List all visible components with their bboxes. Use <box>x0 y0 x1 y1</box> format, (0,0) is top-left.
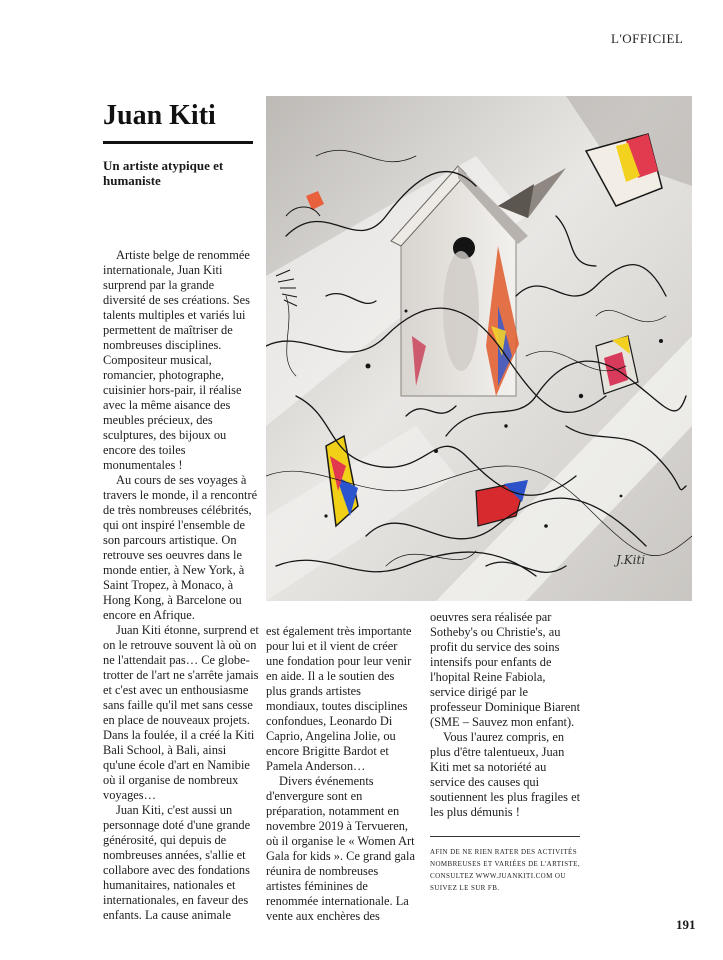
note-divider <box>430 836 580 837</box>
paragraph: Juan Kiti, c'est aussi un personnage doté d'une grande générosité, qui depuis de nombreuses années, s'allie et collabore avec des fondations humanitaires, nationales et internationales, en faveur des enfants. La cause animale <box>103 803 251 922</box>
paragraph: est également très importante pour lui et il vient de créer une fondation pour leur venir en aide. Il a le soutien des plus grands artistes mondiaux, toutes disciplines confondues, Leonardo Di Caprio, Angelina Jolie, ou encore Brigitte Bardot et Pamela Anderson… <box>266 624 412 773</box>
artwork-photo <box>266 96 692 601</box>
paragraph: Vous l'aurez compris, en plus d'être talentueux, Juan Kiti met sa notoriété au service des causes qui soutiennent les plus fragiles et les plus démunis ! <box>430 730 581 819</box>
artwork-signature: J.Kiti <box>616 553 646 567</box>
paragraph: Divers événements d'envergure sont en préparation, notamment en novembre 2019 à Tervueren, où il organise le « Women Art Gala for kids ». Ce grand gala réunira de nombreuses artistes féminines de renommée internationale. La vente aux enchères des <box>266 774 415 923</box>
paragraph: Artiste belge de renommée internationale, Juan Kiti surprend par la grande diversité de ses créations. Ses talents multiples et variés lui permettent de maîtriser de nombreuses disciplines. Compositeur musical, romancier, photographe, cuisinier hors-pair, il réalise avec la même aisance des meubles précieux, des sculptures, des bijoux ou encore des toiles monumentales ! <box>103 248 250 472</box>
paragraph: Au cours de ses voyages à travers le monde, il a rencontré de très nombreuses célébrités, qui ont inspiré l'ensemble de son parcours artistique. On retrouve ses oeuvres dans le monde entier, à New York, à Saint Tropez, à Monaco, à Hong Kong, à Barcelone ou encore en Afrique. <box>103 473 258 622</box>
paragraph: Juan Kiti étonne, surprend et on le retrouve souvent là où on ne l'attendait pas… Ce globe-trotter de l'art ne s'arrête jamais et c'est avec un enthousiasme sans faille qu'il met sans cesse en place de nouveaux projets. Dans la foulée, il a créé la Kiti Bali School, à Bali, ainsi qu'une école d'art en Namibie où il organise de nombreux voyages… <box>103 623 259 802</box>
article-column-3 <box>430 610 582 820</box>
article-column-2 <box>266 624 416 924</box>
article-subtitle: Un artiste atypique et humaniste <box>103 158 224 188</box>
brand-logo: L'OFFICIEL <box>611 31 684 46</box>
article-title: Juan Kiti <box>103 100 216 131</box>
page-number: 191 <box>676 917 696 932</box>
article-column-1 <box>103 248 259 923</box>
paragraph: oeuvres sera réalisée par Sotheby's ou Christie's, au profit du service des soins intensifs pour enfants de l'hopital Reine Fabiola, service dirigé par le professeur Dominique Biarent (SME – Sauvez mon enfant). <box>430 610 581 729</box>
title-underline <box>103 141 253 144</box>
website-note: AFIN DE NE RIEN RATER DES ACTIVITÉS NOMBREUSES ET VARIÉES DE L'ARTISTE, CONSULTEZ WWW.JUANKITI.COM OU SUIVEZ LE SUR FB. <box>430 848 580 892</box>
